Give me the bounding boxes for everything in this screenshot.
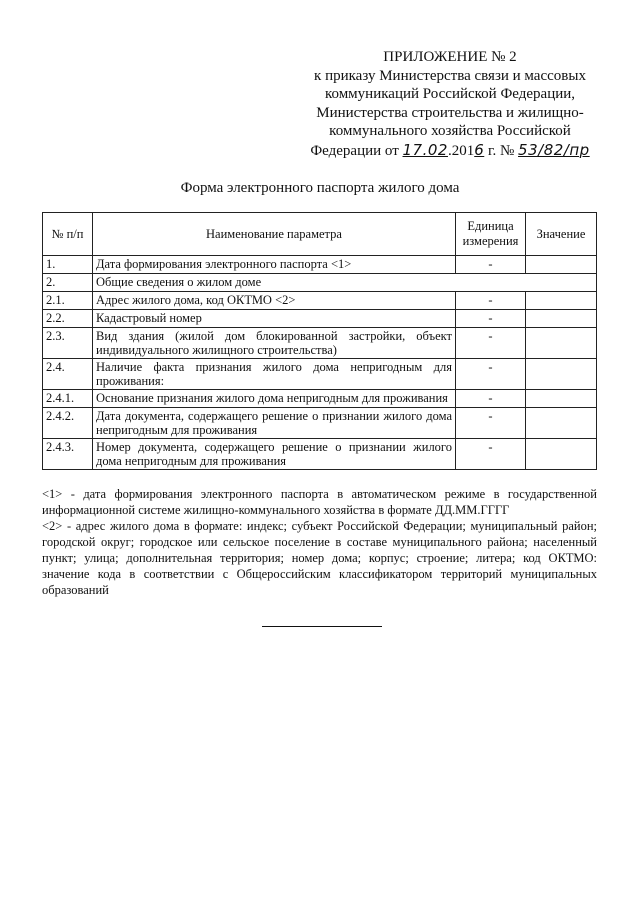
row-num: 2.4.2. — [43, 408, 93, 439]
row-value — [526, 310, 597, 328]
row-num: 2.2. — [43, 310, 93, 328]
row-name: Номер документа, содержащего решение о признании жилого дома непригодным для проживания — [93, 439, 456, 470]
table-row — [43, 359, 597, 390]
closing-rule-line — [262, 626, 382, 627]
row-num: 2.4.3. — [43, 439, 93, 470]
header-unit: Единица измерения — [456, 213, 526, 256]
row-unit: - — [456, 390, 526, 408]
row-unit: - — [456, 292, 526, 310]
annex-title: ПРИЛОЖЕНИЕ № 2 — [383, 49, 517, 65]
row-value — [526, 390, 597, 408]
header-num: № п/п — [43, 213, 93, 256]
row-unit: - — [456, 310, 526, 328]
table-row — [43, 256, 597, 274]
annex-number-prefix: г. № — [488, 142, 515, 159]
row-num: 2. — [43, 274, 93, 292]
row-name: Общие сведения о жилом доме — [93, 274, 597, 292]
annex-date-prefix: Федерации от — [310, 142, 399, 159]
form-title: Форма электронного паспорта жилого дома — [180, 180, 460, 196]
footnote-2: <2> - адрес жилого дома в формате: индекс; субъект Российской Федерации; муниципальный район; городской округ; городское или сельское поселение в составе муниципального района; населенный пункт; улица; дополнительная территория; номер дома; корпус; строение; литера; код ОКТМО: значение кода в соответствии с Общероссийским классификатором территорий муниципальных образований — [42, 519, 597, 597]
row-num: 2.1. — [43, 292, 93, 310]
row-name: Основание признания жилого дома непригодным для проживания — [93, 390, 456, 408]
row-unit: - — [456, 359, 526, 390]
table-row — [43, 310, 597, 328]
annex-line-4: коммунального хозяйства Российской — [329, 123, 571, 139]
table-row — [43, 274, 597, 292]
parameters-table — [42, 212, 597, 470]
row-unit: - — [456, 408, 526, 439]
row-num: 1. — [43, 256, 93, 274]
header-name: Наименование параметра — [93, 213, 456, 256]
row-unit: - — [456, 256, 526, 274]
header-value: Значение — [526, 213, 597, 256]
row-value — [526, 359, 597, 390]
row-name: Дата документа, содержащего решение о признании жилого дома непригодным для проживания — [93, 408, 456, 439]
row-value — [526, 439, 597, 470]
row-name: Наличие факта признания жилого дома непригодным для проживания: — [93, 359, 456, 390]
handwritten-year-digit: 6 — [474, 140, 485, 159]
row-name: Адрес жилого дома, код ОКТМО <2> — [93, 292, 456, 310]
annex-line-2: коммуникаций Российской Федерации, — [324, 86, 576, 102]
annex-header — [300, 48, 600, 160]
row-unit: - — [456, 328, 526, 359]
row-num: 2.4. — [43, 359, 93, 390]
table-row — [43, 408, 597, 439]
table-header-row — [43, 213, 597, 256]
annex-year-prefix: .201 — [447, 142, 475, 159]
row-num: 2.3. — [43, 328, 93, 359]
footnotes — [42, 486, 597, 598]
annex-line-1: к приказу Министерства связи и массовых — [314, 67, 586, 84]
table-row — [43, 292, 597, 310]
footnote-1: <1> - дата формирования электронного паспорта в автоматическом режиме в государственной информационной системе жилищно-коммунального хозяйства в формате ДД.ММ.ГГГГ — [42, 487, 597, 517]
table-row — [43, 328, 597, 359]
table-row — [43, 439, 597, 470]
handwritten-date: 17.02 — [402, 140, 448, 159]
table-row — [43, 390, 597, 408]
row-value — [526, 256, 597, 274]
row-num: 2.4.1. — [43, 390, 93, 408]
row-value — [526, 328, 597, 359]
row-name: Вид здания (жилой дом блокированной застройки, объект индивидуального жилищного строительства) — [93, 328, 456, 359]
row-name: Кадастровый номер — [93, 310, 456, 328]
annex-line-3: Министерства строительства и жилищно- — [316, 104, 584, 121]
row-name: Дата формирования электронного паспорта <1> — [93, 256, 456, 274]
annex-line-5 — [300, 141, 600, 161]
row-value — [526, 292, 597, 310]
handwritten-order-number: 53/82/пр — [518, 140, 590, 159]
row-unit: - — [456, 439, 526, 470]
row-value — [526, 408, 597, 439]
